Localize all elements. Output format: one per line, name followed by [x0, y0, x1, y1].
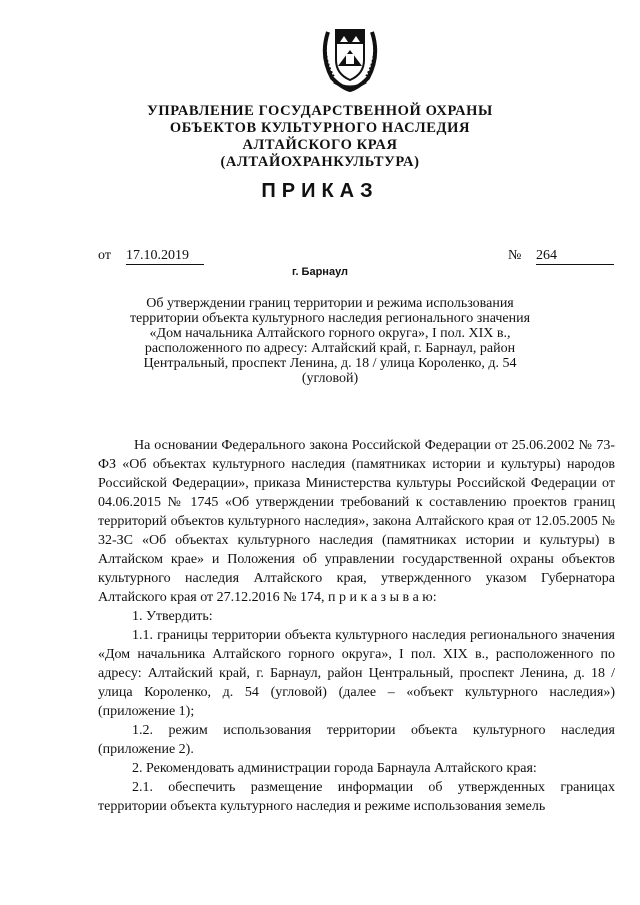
org-name-line-3: АЛТАЙСКОГО КРАЯ [242, 137, 398, 153]
date-prefix: от [98, 248, 111, 263]
item-1: 1. Утвердить: [132, 609, 213, 624]
item-1-2: 1.2. режим использования территории объекта культурного наследия (приложение 2). [98, 723, 615, 757]
document-number: 264 [536, 248, 614, 265]
item-2: 2. Рекомендовать администрации города Барнаула Алтайского края: [132, 761, 537, 776]
document-title: ПРИКАЗ [261, 180, 379, 202]
document-body [98, 436, 615, 816]
item-2-1: 2.1. обеспечить размещение информации об утвержденных границах территории объекта культурного наследия и режиме использования земель [98, 780, 615, 814]
document-city: г. Барнаул [291, 266, 349, 278]
number-prefix: № [508, 248, 522, 263]
document-date: 17.10.2019 [126, 248, 204, 265]
org-name-line-1: УПРАВЛЕНИЕ ГОСУДАРСТВЕННОЙ ОХРАНЫ [147, 103, 493, 119]
coat-of-arms-icon [318, 20, 382, 92]
org-name-line-2: ОБЪЕКТОВ КУЛЬТУРНОГО НАСЛЕДИЯ [169, 120, 471, 136]
org-short-name: (АЛТАЙОХРАНКУЛЬТУРА) [220, 154, 420, 170]
preamble-paragraph: На основании Федерального закона Российской Федерации от 25.06.2002 № 73-ФЗ «Об объектах культурного наследия (памятниках истории и культуры) народов Российской Федерации», приказа Министерства культуры Российской Федерации от 04.06.2015 № 1745 «Об утверждении требований к составлению проектов границ территорий объектов культурного наследия», закона Алтайского края от 12.05.2005 № 32-ЗС «Об объектах культурного наследия (памятниках истории и культуры) в Алтайском крае» и Положения об управлении государственной охраны объектов культурного наследия Алтайского края, утвержденного указом Губернатора Алтайского края от 27.12.2016 № 174, п р и к а з ы в а ю: [98, 438, 615, 605]
item-1-1: 1.1. границы территории объекта культурного наследия регионального значения «Дом начальника Алтайского горного округа», I пол. XIX в., расположенного по адресу: Алтайский край, г. Барнаул, район Центральный, проспект Ленина, д. 18 / улица Короленко, д. 54 (угловой) (далее – «объект культурного наследия») (приложение 1); [98, 628, 615, 719]
document-subject: Об утверждении границ территории и режима использования территории объекта культурного наследия регионального значения «Дом начальника Алтайского горного округа», I пол. XIX в., расположенного по адресу: Алтайский край, г. Барнаул, район Центральный, проспект Ленина, д. 18 / улица Короленко, д. 54 (угловой) [129, 296, 531, 386]
